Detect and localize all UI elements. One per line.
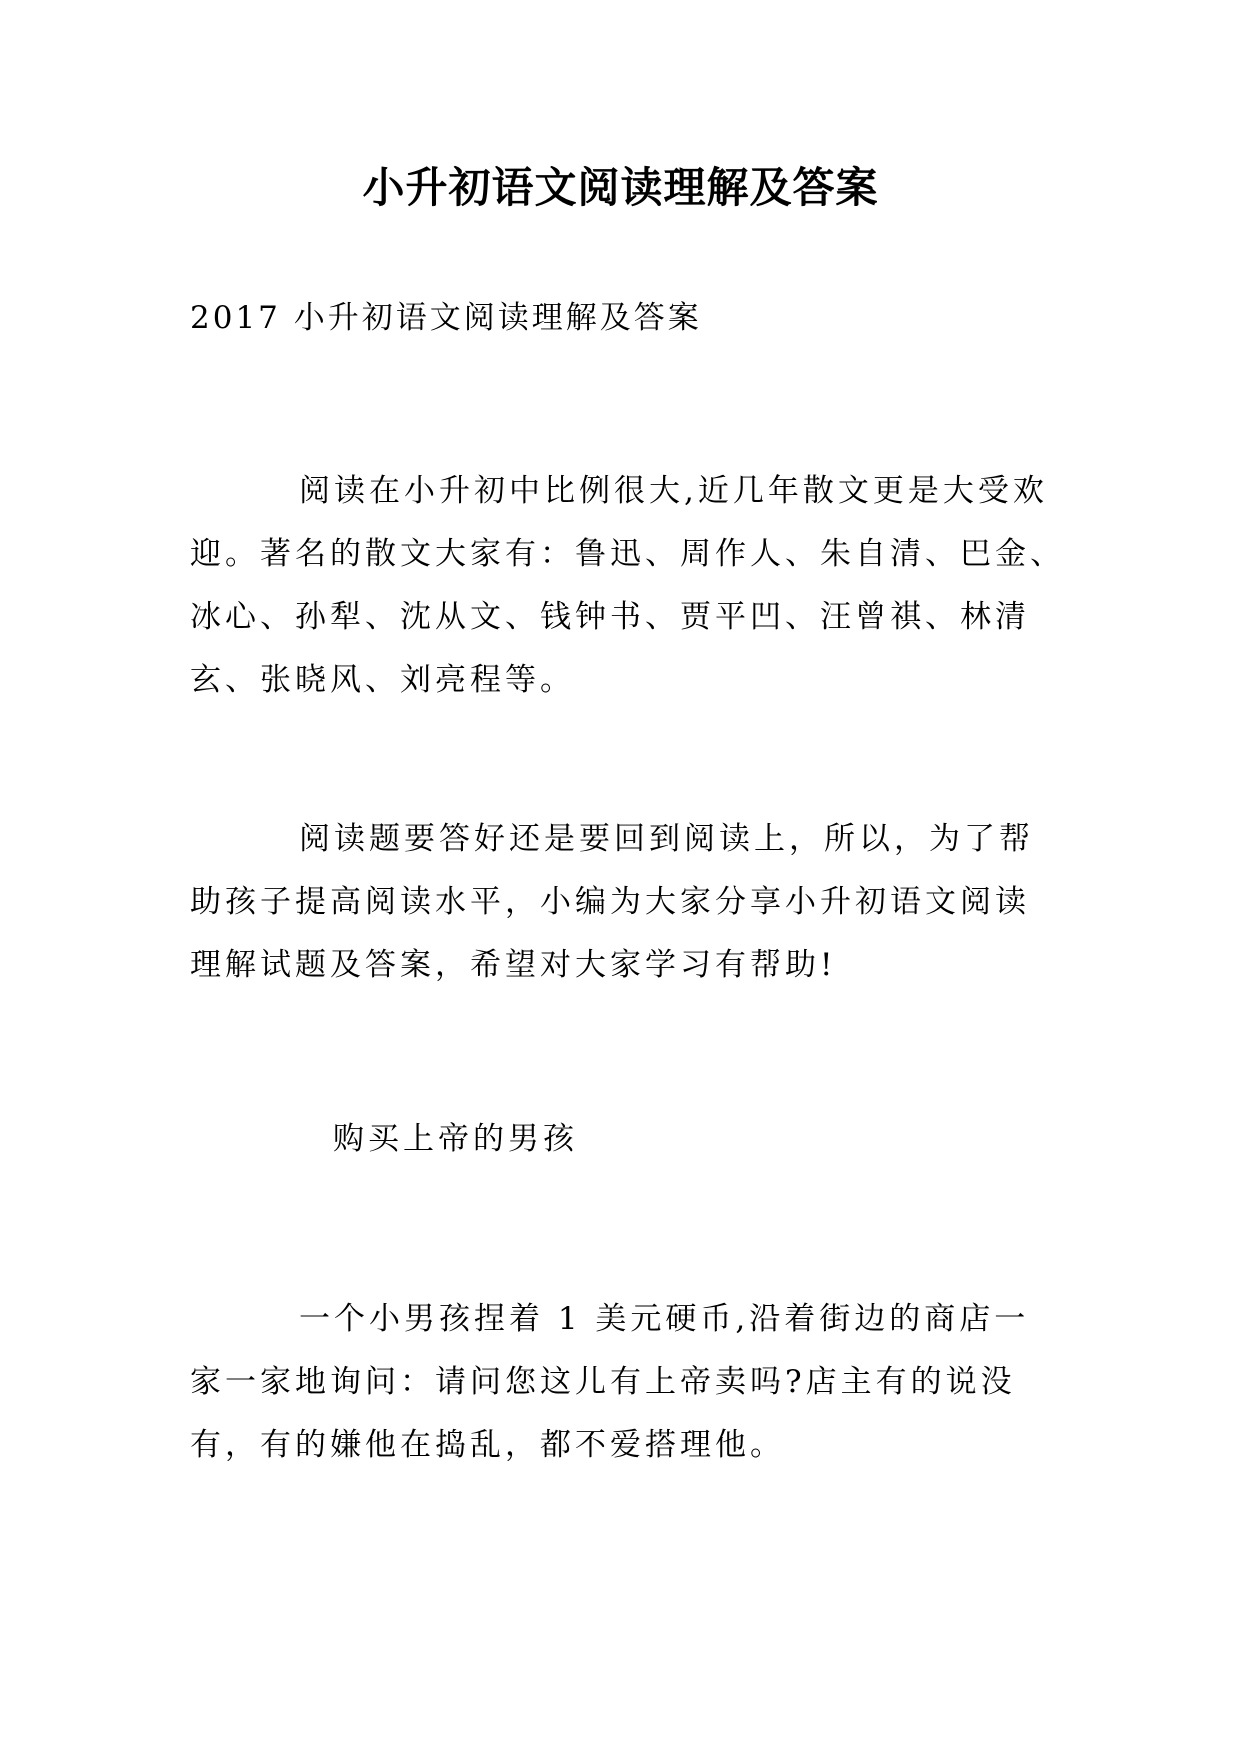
paragraph-purpose: 阅读题要答好还是要回到阅读上，所以，为了帮助孩子提高阅读水平，小编为大家分享小升初语文阅读理解试题及答案，希望对大家学习有帮助!: [190, 821, 1034, 983]
paragraph-intro: 阅读在小升初中比例很大,近几年散文更是大受欢迎。著名的散文大家有：鲁迅、周作人、朱自清、巴金、冰心、孙犁、沈从文、钱钟书、贾平凹、汪曾祺、林清玄、张晓风、刘亮程等。: [190, 473, 1065, 698]
document-title: 小升初语文阅读理解及答案: [362, 163, 879, 212]
story-title: 购买上帝的男孩: [333, 1121, 578, 1157]
story-paragraph: 一个小男孩捏着 1 美元硬币,沿着街边的商店一家一家地询问：请问您这儿有上帝卖吗?店主有的说没有，有的嫌他在捣乱，都不爱搭理他。: [190, 1301, 1030, 1463]
document-subtitle: 2017 小升初语文阅读理解及答案: [190, 300, 702, 336]
